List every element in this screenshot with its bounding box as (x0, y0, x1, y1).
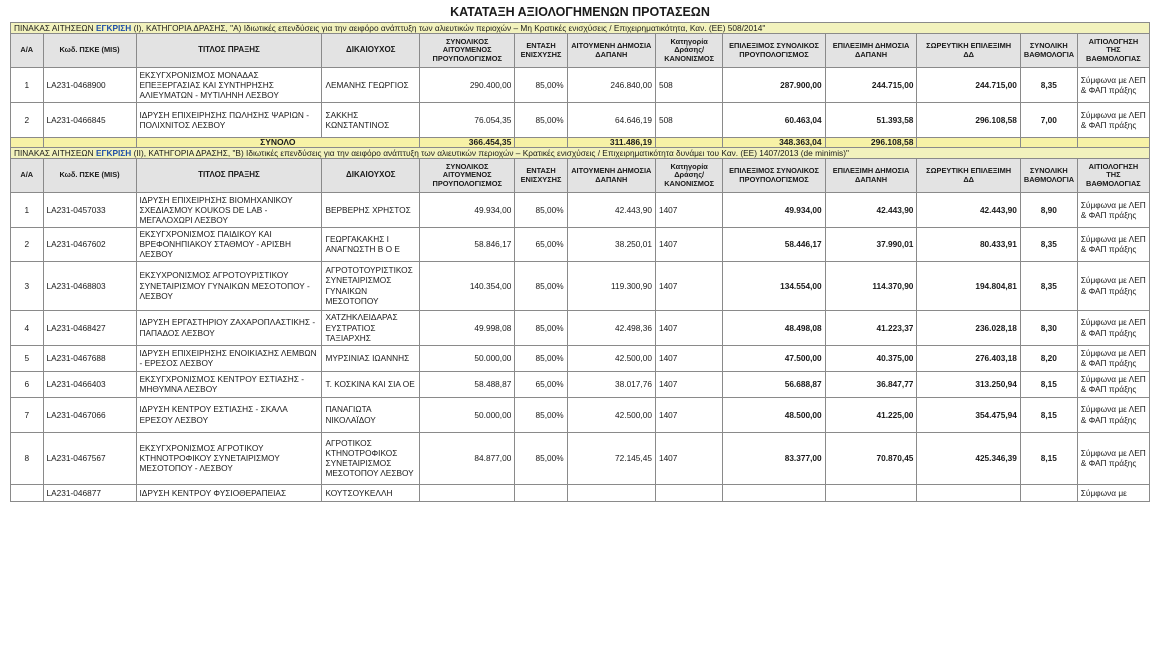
table-cell: LA231-0468427 (43, 310, 136, 345)
column-header: ΕΠΙΛΕΞΙΜΟΣ ΣΥΝΟΛΙΚΟΣ ΠΡΟΥΠΟΛΟΓΙΣΜΟΣ (723, 34, 825, 68)
table-cell: ΙΔΡΥΣΗ ΚΕΝΤΡΟΥ ΦΥΣΙΟΘΕΡΑΠΕΙΑΣ (136, 484, 322, 501)
table-cell: ΙΔΡΥΣΗ ΕΠΙΧΕΙΡΗΣΗΣ ΒΙΟΜΗΧΑΝΙΚΟΥ ΣΧΕΔΙΑΣΜΟΥ KOUKOS DE LAB - ΜΕΓΑΛΟΧΩΡΙ ΛΕΣΒΟΥ (136, 193, 322, 228)
column-header: Α/Α (11, 159, 44, 193)
table-cell: 8,15 (1020, 397, 1077, 432)
table-cell: 42.500,00 (567, 397, 655, 432)
table-cell: 276.403,18 (917, 345, 1020, 371)
total-cell (515, 138, 567, 148)
table-cell: 354.475,94 (917, 397, 1020, 432)
table-row (11, 310, 1150, 345)
table-cell: 85,00% (515, 68, 567, 103)
table-cell: 1407 (655, 310, 722, 345)
column-header: ΣΩΡΕΥΤΙΚΗ ΕΠΙΛΕΞΙΜΗ ΔΔ (917, 159, 1020, 193)
table-cell: 85,00% (515, 397, 567, 432)
table-row (11, 261, 1150, 310)
table-cell: LA231-0467066 (43, 397, 136, 432)
column-header-row (11, 34, 1150, 68)
table-cell: 41.223,37 (825, 310, 917, 345)
table-cell: 7 (11, 397, 44, 432)
table-cell: Σύμφωνα με ΛΕΠ & ΦΑΠ πράξης (1077, 68, 1149, 103)
column-header: ΔΙΚΑΙΟΥΧΟΣ (322, 34, 420, 68)
table-cell: 42.498,36 (567, 310, 655, 345)
column-header: ΤΙΤΛΟΣ ΠΡΑΞΗΣ (136, 34, 322, 68)
table-row (11, 484, 1150, 501)
table-cell: Σύμφωνα με ΛΕΠ & ΦΑΠ πράξης (1077, 261, 1149, 310)
table-cell: LA231-0468900 (43, 68, 136, 103)
table-cell: 58.846,17 (420, 228, 515, 262)
table-cell: ΜΥΡΣΙΝΙΑΣ ΙΩΑΝΝΗΣ (322, 345, 420, 371)
table-cell: 2 (11, 103, 44, 138)
table-cell: 48.500,00 (723, 397, 825, 432)
table-cell: 236.028,18 (917, 310, 1020, 345)
column-header: ΤΙΤΛΟΣ ΠΡΑΞΗΣ (136, 159, 322, 193)
table-cell: 287.900,00 (723, 68, 825, 103)
table-cell: 47.500,00 (723, 345, 825, 371)
total-budget: 366.454,35 (420, 138, 515, 148)
table-cell: ΕΚΣΥΧΡΟΝΙΣΜΟΣ ΑΓΡΟΤΟΥΡΙΣΤΙΚΟΥ ΣΥΝΕΤΑΙΡΙΣΜΟΥ ΓΥΝΑΙΚΩΝ ΜΕΣΟΤΟΠΟΥ - ΛΕΣΒΟΥ (136, 261, 322, 310)
table-cell (11, 484, 44, 501)
table-cell: 134.554,00 (723, 261, 825, 310)
table-cell: 36.847,77 (825, 371, 917, 397)
table-row (11, 193, 1150, 228)
table-cell: 313.250,94 (917, 371, 1020, 397)
table-row (11, 103, 1150, 138)
table-cell: 7,00 (1020, 103, 1077, 138)
table-cell: 56.688,87 (723, 371, 825, 397)
column-header: ΣΩΡΕΥΤΙΚΗ ΕΠΙΛΕΞΙΜΗ ΔΔ (917, 34, 1020, 68)
total-eligible: 348.363,04 (723, 138, 825, 148)
table-cell: LA231-046877 (43, 484, 136, 501)
table-cell: 8,15 (1020, 371, 1077, 397)
table-cell: ΛΕΜΑΝΗΣ ΓΕΩΡΓΙΟΣ (322, 68, 420, 103)
column-header: Κωδ. ΠΣΚΕ (MIS) (43, 34, 136, 68)
table-cell: 1 (11, 193, 44, 228)
section-heading-suffix: (ΙΙ), ΚΑΤΗΓΟΡΙΑ ΔΡΑΣΗΣ, "Β) Ιδιωτικές επενδύσεις για την αειφόρο ανάπτυξη των αλιευτικών περιοχών – Κρατικές ενισχύσεις / Επιχειρηματικότητα δυνάμει του Καν. (ΕΕ) 1407/2013 (de minimis)" (131, 148, 849, 158)
table-cell: 85,00% (515, 103, 567, 138)
column-header: ΑΙΤΙΟΛΟΓΗΣΗ ΤΗΣ ΒΑΘΜΟΛΟΓΙΑΣ (1077, 159, 1149, 193)
table-cell: 6 (11, 371, 44, 397)
table-cell: 508 (655, 68, 722, 103)
table-row (11, 397, 1150, 432)
column-header-row (11, 159, 1150, 193)
table-cell: 8,15 (1020, 432, 1077, 484)
total-cell (917, 138, 1020, 148)
table-cell: Σύμφωνα με ΛΕΠ & ΦΑΠ πράξης (1077, 103, 1149, 138)
table-cell: 60.463,04 (723, 103, 825, 138)
table-cell: 119.300,90 (567, 261, 655, 310)
table-cell: LA231-0466403 (43, 371, 136, 397)
table-cell (723, 484, 825, 501)
table-cell: LA231-0468803 (43, 261, 136, 310)
table-cell: 48.498,08 (723, 310, 825, 345)
total-public: 311.486,19 (567, 138, 655, 148)
table-cell: ΑΓΡΟΤΟΤΟΥΡΙΣΤΙΚΟΣ ΣΥΝΕΤΑΙΡΙΣΜΟΣ ΓΥΝΑΙΚΩΝ ΜΕΣΟΤΟΠΟΥ (322, 261, 420, 310)
total-cell (11, 138, 44, 148)
table-cell: Σύμφωνα με ΛΕΠ & ΦΑΠ πράξης (1077, 397, 1149, 432)
table-cell: 246.840,00 (567, 68, 655, 103)
table-cell: ΚΟΥΤΣΟΥΚΕΛΛΗ (322, 484, 420, 501)
table-cell: 1407 (655, 193, 722, 228)
table-cell: 41.225,00 (825, 397, 917, 432)
table-cell: 85,00% (515, 193, 567, 228)
table-cell: LA231-0467602 (43, 228, 136, 262)
table-cell: Σύμφωνα με ΛΕΠ & ΦΑΠ πράξης (1077, 193, 1149, 228)
table-cell: 8 (11, 432, 44, 484)
column-header: Κωδ. ΠΣΚΕ (MIS) (43, 159, 136, 193)
table-cell: 8,20 (1020, 345, 1077, 371)
table-cell: 1407 (655, 397, 722, 432)
table-cell: 194.804,81 (917, 261, 1020, 310)
table-cell: 114.370,90 (825, 261, 917, 310)
table-cell: ΙΔΡΥΣΗ ΕΠΙΧΕΙΡΗΣΗΣ ΕΝΟΙΚΙΑΣΗΣ ΛΕΜΒΩΝ - ΕΡΕΣΟΣ ΛΕΣΒΟΥ (136, 345, 322, 371)
table-cell: 80.433,91 (917, 228, 1020, 262)
table-cell: 1407 (655, 432, 722, 484)
table-cell: 84.877,00 (420, 432, 515, 484)
table-cell: Σύμφωνα με ΛΕΠ & ΦΑΠ πράξης (1077, 228, 1149, 262)
table-cell: 42.443,90 (917, 193, 1020, 228)
column-header: ΕΝΤΑΣΗ ΕΝΙΣΧΥΣΗΣ (515, 34, 567, 68)
table-cell: Σύμφωνα με ΛΕΠ & ΦΑΠ πράξης (1077, 310, 1149, 345)
table-cell: LA231-0467688 (43, 345, 136, 371)
table-cell: 5 (11, 345, 44, 371)
table-cell: 72.145,45 (567, 432, 655, 484)
total-cell (43, 138, 136, 148)
section-heading-prefix: ΠΙΝΑΚΑΣ ΑΙΤΗΣΕΩΝ (14, 148, 96, 158)
section-heading-highlight: ΕΓΚΡΙΣΗ (95, 23, 132, 33)
table-cell: 296.108,58 (917, 103, 1020, 138)
table-cell: 140.354,00 (420, 261, 515, 310)
total-eligible-public: 296.108,58 (825, 138, 917, 148)
table-cell: ΕΚΣΥΓΧΡΟΝΙΣΜΟΣ ΜΟΝΑΔΑΣ ΕΠΕΞΕΡΓΑΣΙΑΣ ΚΑΙ ΣΥΝΤΗΡΗΣΗΣ ΑΛΙΕΥΜΑΤΩΝ - ΜΥΤΙΛΗΝΗ ΛΕΣΒΟΥ (136, 68, 322, 103)
table-cell: 1407 (655, 371, 722, 397)
section-heading-highlight: ΕΓΚΡΙΣΗ (95, 148, 132, 158)
table-cell: ΕΚΣΥΓΧΡΟΝΙΣΜΟΣ ΠΑΙΔΙΚΟΥ ΚΑΙ ΒΡΕΦΟΝΗΠΙΑΚΟΥ ΣΤΑΘΜΟΥ - ΑΡΙΣΒΗ ΛΕΣΒΟΥ (136, 228, 322, 262)
section-heading (11, 148, 1150, 159)
table-cell: 4 (11, 310, 44, 345)
column-header: ΕΠΙΛΕΞΙΜΟΣ ΣΥΝΟΛΙΚΟΣ ΠΡΟΥΠΟΛΟΓΙΣΜΟΣ (723, 159, 825, 193)
table-cell: 85,00% (515, 345, 567, 371)
total-row (11, 138, 1150, 148)
section-heading-prefix: ΠΙΝΑΚΑΣ ΑΙΤΗΣΕΩΝ (14, 23, 96, 33)
total-label: ΣΥΝΟΛΟ (136, 138, 420, 148)
column-header: ΕΝΤΑΣΗ ΕΝΙΣΧΥΣΗΣ (515, 159, 567, 193)
table-cell: 8,35 (1020, 68, 1077, 103)
table-cell: 8,90 (1020, 193, 1077, 228)
evaluation-table (10, 22, 1150, 502)
table-cell: 49.934,00 (420, 193, 515, 228)
section-heading-row (11, 148, 1150, 159)
table-row (11, 371, 1150, 397)
table-row (11, 345, 1150, 371)
table-cell: 3 (11, 261, 44, 310)
table-cell: 8,35 (1020, 228, 1077, 262)
table-cell (1020, 484, 1077, 501)
table-cell: 70.870,45 (825, 432, 917, 484)
column-header: Α/Α (11, 34, 44, 68)
table-cell: 50.000,00 (420, 345, 515, 371)
total-cell (655, 138, 722, 148)
table-cell: 49.998,08 (420, 310, 515, 345)
column-header: Κατηγορία Δράσης/ΚΑΝΟΝΙΣΜΟΣ (655, 159, 722, 193)
table-row (11, 68, 1150, 103)
table-cell: 244.715,00 (825, 68, 917, 103)
table-cell: Τ. ΚΟΣΚΙΝΑ ΚΑΙ ΣΙΑ ΟΕ (322, 371, 420, 397)
table-cell: 38.017,76 (567, 371, 655, 397)
table-cell: 42.500,00 (567, 345, 655, 371)
table-cell: ΧΑΤΖΗΚΛΕΙΔΑΡΑΣ ΕΥΣΤΡΑΤΙΟΣ ΤΑΞΙΑΡΧΗΣ (322, 310, 420, 345)
table-cell: 83.377,00 (723, 432, 825, 484)
table-cell: 37.990,01 (825, 228, 917, 262)
table-cell: 65,00% (515, 371, 567, 397)
table-cell: ΓΕΩΡΓΑΚΑΚΗΣ Ι ΑΝΑΓΝΩΣΤΗ Β Ο Ε (322, 228, 420, 262)
table-cell: 1407 (655, 228, 722, 262)
column-header: ΑΙΤΟΥΜΕΝΗ ΔΗΜΟΣΙΑ ΔΑΠΑΝΗ (567, 159, 655, 193)
table-cell: ΑΓΡΟΤΙΚΟΣ ΚΤΗΝΟΤΡΟΦΙΚΟΣ ΣΥΝΕΤΑΙΡΙΣΜΟΣ ΜΕΣΟΤΟΠΟΥ ΛΕΣΒΟΥ (322, 432, 420, 484)
table-cell: 8,35 (1020, 261, 1077, 310)
table-cell: 1407 (655, 261, 722, 310)
table-cell: 58.446,17 (723, 228, 825, 262)
table-cell: ΕΚΣΥΓΧΡΟΝΙΣΜΟΣ ΑΓΡΟΤΙΚΟΥ ΚΤΗΝΟΤΡΟΦΙΚΟΥ ΣΥΝΕΤΑΙΡΙΣΜΟΥ ΜΕΣΟΤΟΠΟΥ - ΛΕΣΒΟΥ (136, 432, 322, 484)
table-cell: ΕΚΣΥΓΧΡΟΝΙΣΜΟΣ ΚΕΝΤΡΟΥ ΕΣΤΙΑΣΗΣ - ΜΗΘΥΜΝΑ ΛΕΣΒΟΥ (136, 371, 322, 397)
section-heading-row (11, 23, 1150, 34)
table-cell: 49.934,00 (723, 193, 825, 228)
table-cell: ΙΔΡΥΣΗ ΕΡΓΑΣΤΗΡΙΟΥ ΖΑΧΑΡΟΠΛΑΣΤΙΚΗΣ - ΠΑΠΑΔΟΣ ΛΕΣΒΟΥ (136, 310, 322, 345)
table-cell: 38.250,01 (567, 228, 655, 262)
table-cell: 8,30 (1020, 310, 1077, 345)
table-cell: 42.443,90 (567, 193, 655, 228)
table-cell (825, 484, 917, 501)
table-cell: 85,00% (515, 310, 567, 345)
table-cell (420, 484, 515, 501)
total-cell (1077, 138, 1149, 148)
column-header: ΣΥΝΟΛΙΚΗ ΒΑΘΜΟΛΟΓΙΑ (1020, 159, 1077, 193)
column-header: ΑΙΤΙΟΛΟΓΗΣΗ ΤΗΣ ΒΑΘΜΟΛΟΓΙΑΣ (1077, 34, 1149, 68)
document-title: ΚΑΤΑΤΑΞΗ ΑΞΙΟΛΟΓΗΜΕΝΩΝ ΠΡΟΤΑΣΕΩΝ (450, 5, 710, 19)
table-cell: 40.375,00 (825, 345, 917, 371)
table-row (11, 432, 1150, 484)
table-cell: 290.400,00 (420, 68, 515, 103)
column-header: ΔΙΚΑΙΟΥΧΟΣ (322, 159, 420, 193)
column-header: ΣΥΝΟΛΙΚΗ ΒΑΘΜΟΛΟΓΙΑ (1020, 34, 1077, 68)
column-header: ΕΠΙΛΕΞΙΜΗ ΔΗΜΟΣΙΑ ΔΑΠΑΝΗ (825, 34, 917, 68)
column-header: ΣΥΝΟΛΙΚΟΣ ΑΙΤΟΥΜΕΝΟΣ ΠΡΟΥΠΟΛΟΓΙΣΜΟΣ (420, 159, 515, 193)
table-cell: 244.715,00 (917, 68, 1020, 103)
table-cell: 85,00% (515, 261, 567, 310)
section-heading (11, 23, 1150, 34)
column-header: ΑΙΤΟΥΜΕΝΗ ΔΗΜΟΣΙΑ ΔΑΠΑΝΗ (567, 34, 655, 68)
table-cell (567, 484, 655, 501)
column-header: Κατηγορία Δράσης/ΚΑΝΟΝΙΣΜΟΣ (655, 34, 722, 68)
column-header: ΕΠΙΛΕΞΙΜΗ ΔΗΜΟΣΙΑ ΔΑΠΑΝΗ (825, 159, 917, 193)
table-cell: LA231-0466845 (43, 103, 136, 138)
table-cell: 51.393,58 (825, 103, 917, 138)
table-cell: Σύμφωνα με ΛΕΠ & ΦΑΠ πράξης (1077, 432, 1149, 484)
table-cell: 1 (11, 68, 44, 103)
table-cell: 1407 (655, 345, 722, 371)
table-cell: ΙΔΡΥΣΗ ΚΕΝΤΡΟΥ ΕΣΤΙΑΣΗΣ - ΣΚΑΛΑ ΕΡΕΣΟΥ ΛΕΣΒΟΥ (136, 397, 322, 432)
table-cell: 85,00% (515, 432, 567, 484)
total-cell (1020, 138, 1077, 148)
table-cell: 50.000,00 (420, 397, 515, 432)
table-cell: Σύμφωνα με ΛΕΠ & ΦΑΠ πράξης (1077, 371, 1149, 397)
table-cell (515, 484, 567, 501)
table-row (11, 228, 1150, 262)
table-cell: ΣΑΚΚΗΣ ΚΩΝΣΤΑΝΤΙΝΟΣ (322, 103, 420, 138)
table-cell (655, 484, 722, 501)
table-cell: LA231-0457033 (43, 193, 136, 228)
table-cell: Σύμφωνα με (1077, 484, 1149, 501)
table-cell: ΒΕΡΒΕΡΗΣ ΧΡΗΣΤΟΣ (322, 193, 420, 228)
table-cell: ΠΑΝΑΓΙΩΤΑ ΝΙΚΟΛΑΪΔΟΥ (322, 397, 420, 432)
table-cell: 58.488,87 (420, 371, 515, 397)
table-cell: 508 (655, 103, 722, 138)
table-cell: 64.646,19 (567, 103, 655, 138)
table-cell: 425.346,39 (917, 432, 1020, 484)
table-cell: 65,00% (515, 228, 567, 262)
table-cell: ΙΔΡΥΣΗ ΕΠΙΧΕΙΡΗΣΗΣ ΠΩΛΗΣΗΣ ΨΑΡΙΩΝ - ΠΟΛΙΧΝΙΤΟΣ ΛΕΣΒΟΥ (136, 103, 322, 138)
table-cell: LA231-0467567 (43, 432, 136, 484)
table-cell: 2 (11, 228, 44, 262)
table-cell: 76.054,35 (420, 103, 515, 138)
table-cell (917, 484, 1020, 501)
table-cell: Σύμφωνα με ΛΕΠ & ΦΑΠ πράξης (1077, 345, 1149, 371)
table-cell: 42.443,90 (825, 193, 917, 228)
column-header: ΣΥΝΟΛΙΚΟΣ ΑΙΤΟΥΜΕΝΟΣ ΠΡΟΥΠΟΛΟΓΙΣΜΟΣ (420, 34, 515, 68)
section-heading-suffix: (Ι), ΚΑΤΗΓΟΡΙΑ ΔΡΑΣΗΣ, "Α) Ιδιωτικές επενδύσεις για την αειφόρο ανάπτυξη των αλιευτικών περιοχών – Μη Κρατικές ενισχύσεις / Επιχειρηματικότητα, Καν. (ΕΕ) 508/2014" (131, 23, 766, 33)
